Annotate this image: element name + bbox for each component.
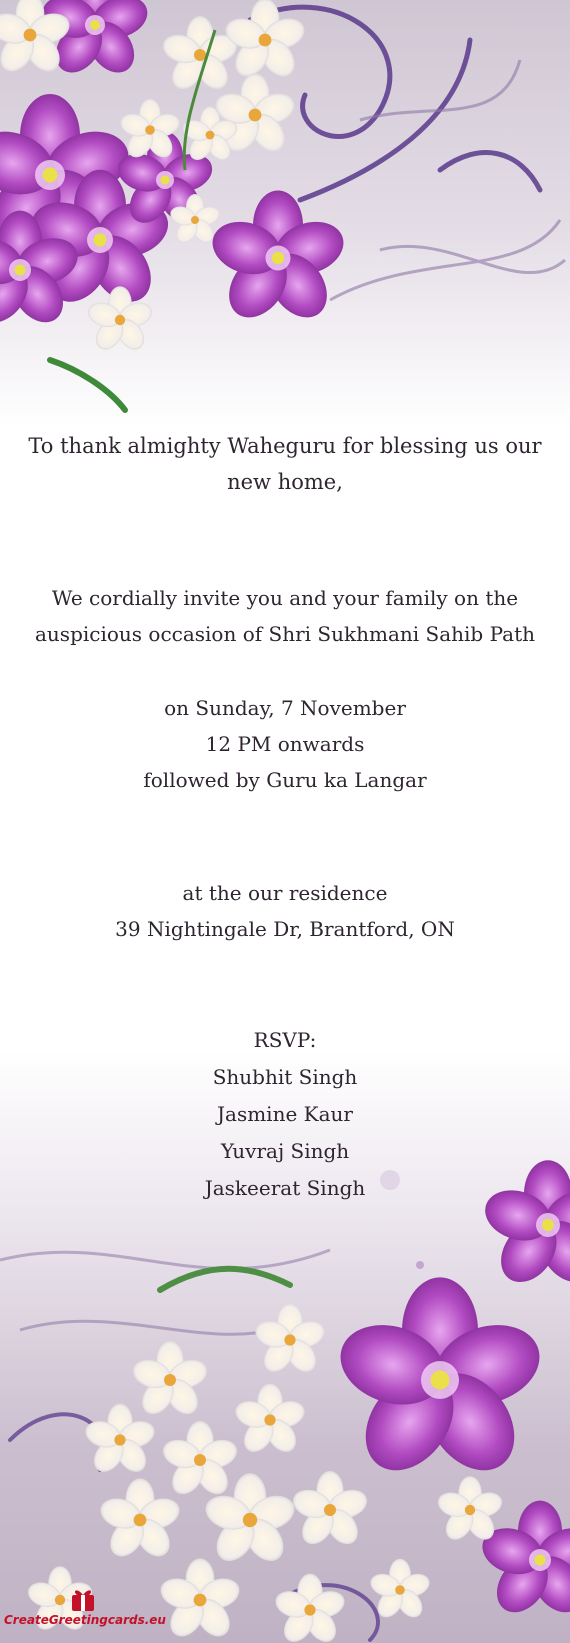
- rsvp-contact: Yuvraj Singh: [220, 1139, 350, 1163]
- rsvp-contact: Shubhit Singh: [212, 1065, 358, 1089]
- venue-details: [0, 875, 570, 947]
- event-followup: followed by Guru ka Langar: [143, 768, 427, 792]
- venue-label: at the our residence: [182, 881, 388, 905]
- logo-text: CreateGreetingcards.eu: [4, 1613, 166, 1627]
- greeting-line-1: To thank almighty Waheguru for blessing us our: [28, 434, 542, 458]
- site-logo-link[interactable]: [4, 1601, 166, 1639]
- invite-line-2: auspicious occasion of Shri Sukhmani Sahib Path: [35, 622, 535, 646]
- greeting-line-2: new home,: [227, 470, 343, 494]
- event-time: 12 PM onwards: [205, 732, 365, 756]
- rsvp-label: RSVP:: [253, 1028, 317, 1052]
- venue-address: 39 Nightingale Dr, Brantford, ON: [115, 917, 455, 941]
- gift-icon: [68, 1587, 102, 1613]
- rsvp-contact: Jasmine Kaur: [217, 1102, 353, 1126]
- event-date: on Sunday, 7 November: [164, 696, 406, 720]
- event-details: [0, 690, 570, 798]
- greeting-text: [0, 428, 570, 500]
- invite-line-1: We cordially invite you and your family on the: [51, 586, 519, 610]
- rsvp-contact: Jaskeerat Singh: [204, 1176, 366, 1200]
- rsvp-section: [0, 1022, 570, 1207]
- invite-text: [0, 580, 570, 652]
